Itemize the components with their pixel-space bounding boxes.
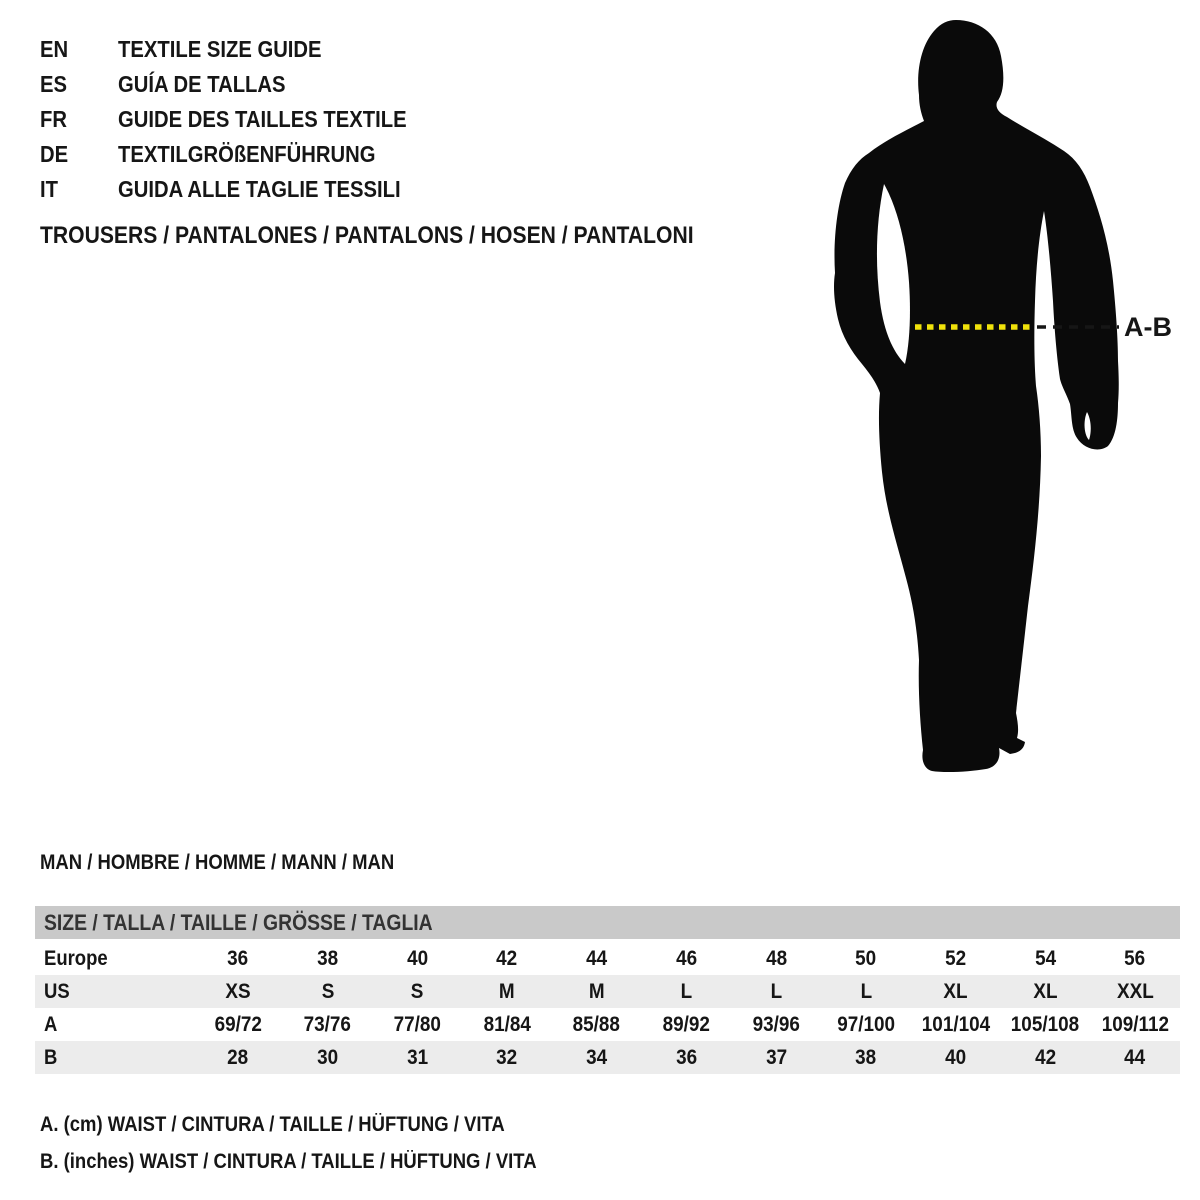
table-cell: 89/92: [662, 1013, 711, 1036]
table-cell: S: [410, 980, 424, 1003]
language-row-de: [40, 137, 446, 172]
lang-label-it: GUIDA ALLE TAGLIE TESSILI: [118, 176, 401, 202]
table-cell: XS: [225, 980, 251, 1003]
table-cell: 34: [586, 1046, 608, 1069]
table-cell: 38: [855, 1046, 877, 1069]
table-cell: 77/80: [393, 1013, 441, 1036]
table-cell: 36: [675, 1046, 698, 1069]
table-row-a-cm: [35, 1008, 1180, 1041]
table-cell: 42: [496, 947, 518, 970]
lang-label-de: TEXTILGRÖßENFÜHRUNG: [118, 141, 376, 167]
note-a-cm: A. (cm) WAIST / CINTURA / TAILLE / HÜFTUNG / VITA: [40, 1113, 505, 1136]
size-table-header: SIZE / TALLA / TAILLE / GRÖSSE / TAGLIA: [35, 906, 1180, 939]
lang-label-en: TEXTILE SIZE GUIDE: [118, 36, 322, 62]
language-row-it: [40, 172, 446, 207]
table-cell: L: [770, 980, 782, 1003]
table-cell: 31: [406, 1046, 428, 1069]
note-b-inches: B. (inches) WAIST / CINTURA / TAILLE / HÜFTUNG / VITA: [40, 1150, 537, 1173]
row-label: A: [44, 1013, 58, 1036]
table-cell: 97/100: [837, 1013, 895, 1036]
table-cell: 69/72: [214, 1013, 262, 1036]
table-cell: L: [680, 980, 693, 1003]
table-cell: 50: [855, 947, 877, 970]
table-cell: 40: [406, 947, 428, 970]
table-cell: 81/84: [483, 1013, 531, 1036]
table-cell: 46: [675, 947, 698, 970]
row-label: Europe: [44, 947, 108, 970]
lang-code-de: DE: [40, 141, 69, 167]
table-cell: 93/96: [752, 1013, 800, 1036]
language-row-es: [40, 67, 446, 102]
table-cell: 38: [317, 947, 339, 970]
table-cell: 73/76: [303, 1013, 352, 1036]
lang-code-fr: FR: [40, 106, 67, 132]
table-cell: 44: [1124, 1046, 1146, 1069]
row-label: B: [44, 1046, 58, 1069]
language-row-en: [40, 32, 446, 67]
table-cell: 40: [945, 1046, 967, 1069]
table-cell: 54: [1034, 947, 1056, 970]
lang-code-en: EN: [40, 36, 69, 62]
table-cell: 42: [1034, 1046, 1056, 1069]
man-silhouette-icon: [820, 0, 1200, 800]
table-cell: 109/112: [1101, 1013, 1169, 1036]
table-row-europe: [35, 942, 1180, 975]
table-cell: 105/108: [1011, 1013, 1080, 1036]
lang-label-fr: GUIDE DES TAILLES TEXTILE: [118, 106, 407, 132]
table-cell: 44: [586, 947, 608, 970]
table-cell: 85/88: [573, 1013, 621, 1036]
table-row-us: [35, 975, 1180, 1008]
table-row-b-inches: [35, 1041, 1180, 1074]
footnotes: [40, 1106, 604, 1180]
table-cell: 48: [765, 947, 787, 970]
lang-code-it: IT: [40, 176, 58, 202]
table-cell: 36: [227, 947, 249, 970]
table-cell: 101/104: [921, 1013, 990, 1036]
language-row-fr: [40, 102, 446, 137]
table-cell: 30: [317, 1046, 339, 1069]
table-cell: 28: [227, 1046, 249, 1069]
table-cell: XL: [943, 980, 968, 1003]
table-cell: S: [321, 980, 334, 1003]
measure-label: A-B: [1124, 312, 1172, 342]
category-title: TROUSERS / PANTALONES / PANTALONS / HOSEN / PANTALONI: [40, 222, 694, 249]
figure-man: [820, 0, 1200, 800]
table-cell: M: [588, 980, 605, 1003]
table-cell: 52: [945, 947, 967, 970]
table-cell: L: [860, 980, 872, 1003]
table-cell: XXL: [1116, 980, 1154, 1003]
lang-label-es: GUÍA DE TALLAS: [118, 71, 286, 97]
table-cell: M: [499, 980, 515, 1003]
lang-code-es: ES: [40, 71, 68, 97]
table-cell: XL: [1033, 980, 1058, 1003]
language-list: [40, 32, 446, 207]
table-cell: 32: [496, 1046, 518, 1069]
row-label: US: [44, 980, 70, 1003]
section-label-man: MAN / HOMBRE / HOMME / MANN / MAN: [40, 851, 395, 874]
table-cell: 56: [1124, 947, 1146, 970]
table-cell: 37: [765, 1046, 787, 1069]
size-table: [35, 906, 1180, 1074]
